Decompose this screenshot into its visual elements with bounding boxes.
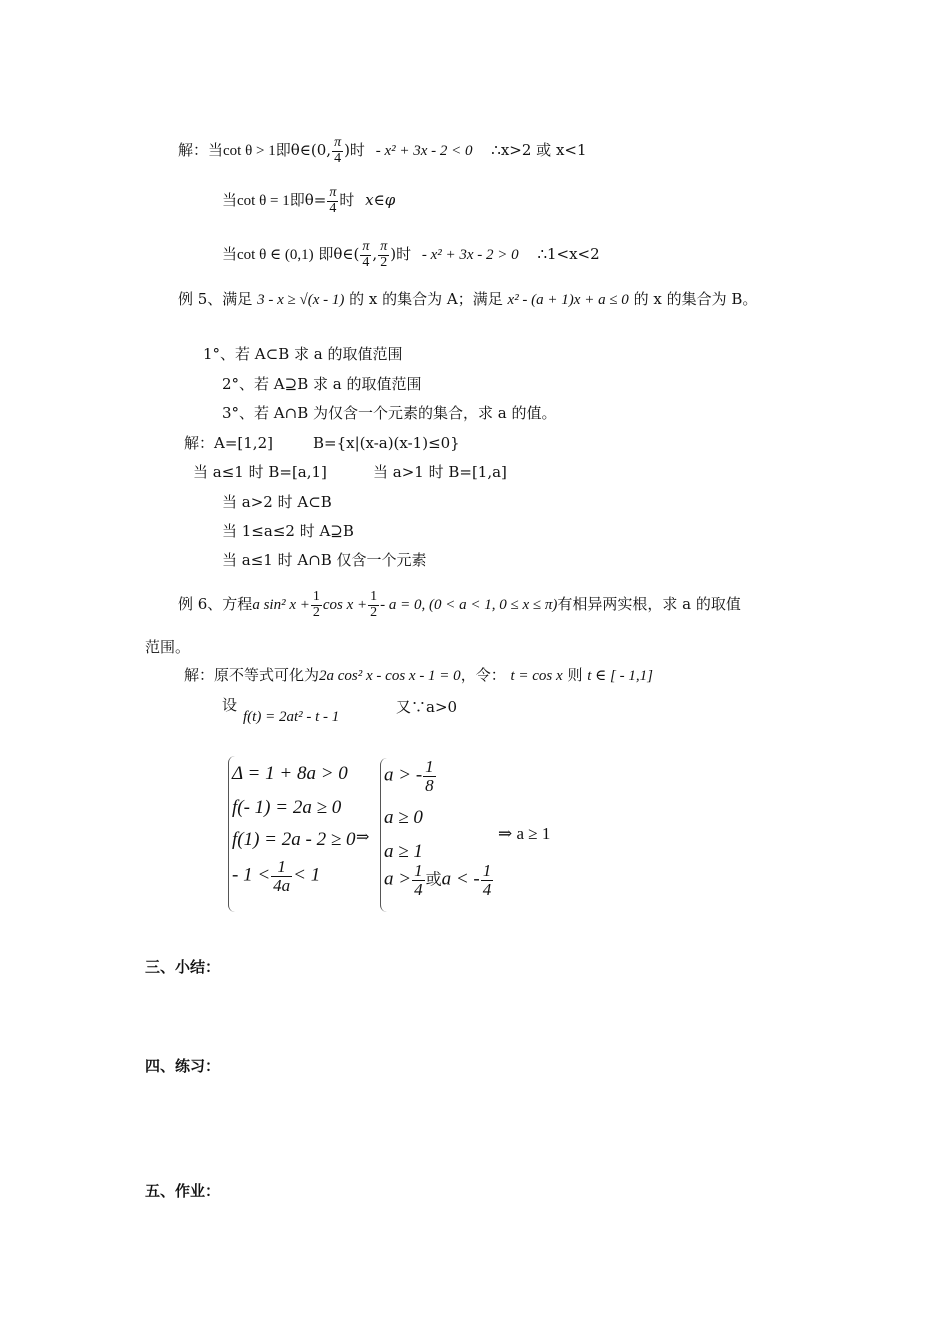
sol3-pi-frac-1: $\frac{\pi}{4}$ [362,239,370,270]
ex5-text-a: 的 x 的集合为 A；满足 [349,290,503,308]
sys2-row-1: a > - $\frac{1}{8}$ [384,757,434,795]
ex6-eq-c: - a = 0, (0 < a < 1, 0 ≤ x ≤ π) [380,597,558,614]
sol3-cond: cot θ ∈ (0,1) [237,247,314,264]
ex6-half-1: $\frac{1}{2}$ [312,589,320,620]
sol1-mid: 即θ∈(0, [275,141,332,160]
ex6-ft: f(t) = 2at² - t - 1 [243,709,340,725]
sys1-row-1: Δ = 1 + 8a > 0 [232,763,348,784]
sol3-prefix: 当 [222,245,238,264]
system-2 [384,756,514,916]
ex5-solution-1a: 解：A=[1,2] [184,434,273,452]
sol2-tail: 时 [339,191,355,210]
sys2-frac-3: $\frac{1}{4}$ [482,861,492,899]
ex6-eq-b: cos x + [322,597,368,614]
ex6-eq-a: a sin² x + [252,597,310,614]
solution-line-1 [178,136,587,166]
sol2-result: x∈φ [365,191,396,210]
ex6-half-2: $\frac{1}{2}$ [370,589,378,620]
system-result: ⇒ a ≥ 1 [498,824,551,843]
implies-arrow-1: ⇒ [356,829,370,846]
sol3-close: )时 [390,245,412,264]
ex6-wrap: 范围。 [145,638,191,656]
ex5-question-3: 3°、若 A∩B 为仅含一个元素的集合，求 a 的值。 [222,404,557,422]
ex5-solution-3: 当 a>2 时 A⊂B [222,493,332,511]
ex5-ineq-a: 3 - x ≥ √(x - 1) [257,292,345,308]
sys1-row4-right: < 1 [293,864,321,886]
ex5-solution-2a: 当 a≤1 时 B=[a,1] [193,463,327,481]
sys2-row-3: a ≥ 1 [384,841,423,862]
sol3-ineq: - x² + 3x - 2 > 0 [421,247,519,264]
ex6-set: 设 [222,696,238,714]
ex6-also: 又∵a>0 [396,698,458,716]
sol1-ineq: - x² + 3x - 2 < 0 [375,143,473,160]
solution-line-2 [222,186,395,216]
ex5-solution-4: 当 1≤a≤2 时 A⊇B [222,522,354,540]
sys1-row-3: f(1) = 2a - 2 ≥ 0 [232,829,356,850]
sol3-pi-frac-2: $\frac{\pi}{2}$ [380,239,388,270]
ex6-sol-t: t = cos x [510,668,563,684]
sol3-mid: 即θ∈( [318,245,360,264]
sol1-cond: cot θ > 1 [223,143,276,160]
sys1-row-4 [232,858,320,895]
sol1-close: )时 [344,141,365,160]
sol1-prefix: 解：当 [178,141,224,160]
sys2-frac-1: $\frac{1}{8}$ [425,757,434,795]
ex6-sol-lead: 解：原不等式可化为 [184,666,320,684]
ex5-question-2: 2°、若 A⊇B 求 a 的取值范围 [222,375,422,393]
ex5-question-1: 1°、若 A⊂B 求 a 的取值范围 [203,345,403,363]
example6-statement [178,590,741,620]
ex5-solution-5: 当 a≤1 时 A∩B 仅含一个元素 [222,551,427,569]
sol2-mid: 即θ= [289,191,327,210]
ex6-solution-line [184,666,653,685]
ex6-sol-let: ，令： [460,666,506,684]
section-summary: 三、小结： [145,958,221,976]
sol2-pi-frac: $\frac{\pi}{4}$ [329,185,337,216]
solution-line-3: 当cot θ ∈ (0,1) 即θ∈( $\frac{\pi}{4}$ , $\frac{\pi}{2}$ )时 - x² + 3x - 2 > 0 ∴1<x<2 [222,239,600,270]
ex6-sol-eq: 2a cos² x - cos x - 1 = 0 [319,668,461,684]
sol2-cond: cot θ = 1 [237,193,290,210]
ex5-solution-1b: B={x|(x-a)(x-1)≤0} [313,434,460,452]
ex5-lead: 例 5、满足 [178,290,253,308]
system-1 [232,756,362,916]
ex5-solution-2b: 当 a>1 时 B=[1,a] [373,463,507,481]
sys2-frac-2: $\frac{1}{4}$ [414,861,423,899]
example5-statement [178,290,757,309]
sys2-row-2: a ≥ 0 [384,807,423,828]
section-practice: 四、练习： [145,1057,221,1075]
ex6-tail: 有相异两实根，求 a 的取值 [557,595,741,614]
ex6-sol-then: 则 [567,666,583,684]
section-homework: 五、作业： [145,1182,221,1200]
sol3-result: ∴1<x<2 [537,245,600,264]
ex6-lead: 例 6、方程 [178,595,253,614]
sol1-pi-frac: $\frac{\pi}{4}$ [334,135,342,166]
sol1-result: ∴x>2 或 x<1 [491,141,587,160]
sys2-row-4: a > $\frac{1}{4}$ 或a < - $\frac{1}{4}$ [384,861,492,899]
ex6-sol-range: t ∈ [ - 1,1] [587,668,653,684]
sys1-row4-left: - 1 < [232,864,271,886]
sol2-prefix: 当 [222,191,238,210]
ex5-text-b: 的 x 的集合为 B。 [633,290,758,308]
sys1-row-2: f(- 1) = 2a ≥ 0 [232,797,342,818]
sys1-frac: $\frac{1}{4a}$ [273,857,291,895]
ex5-ineq-b: x² - (a + 1)x + a ≤ 0 [507,292,629,308]
